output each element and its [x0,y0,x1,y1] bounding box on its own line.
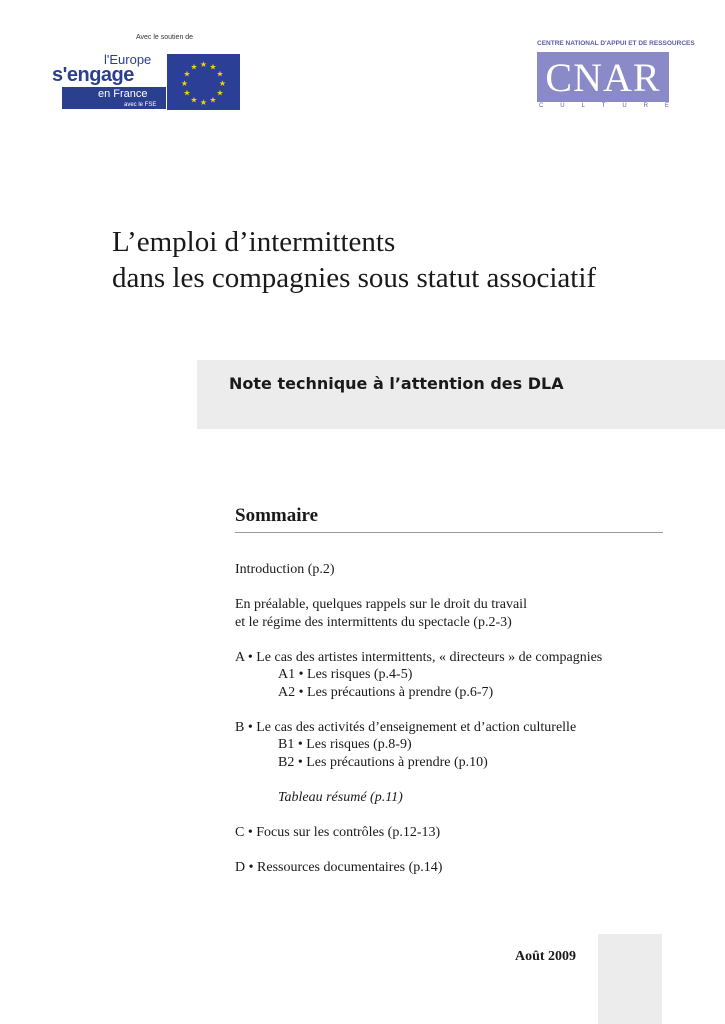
sommaire-divider [235,532,663,533]
eu-line-fse: avec le FSE [124,102,157,108]
cnar-full-name: CENTRE NATIONAL D'APPUI ET DE RESSOURCES [537,40,695,47]
eu-wordmark [50,52,166,110]
toc-entry-section-d: D • Ressources documentaires (p.14) [235,859,443,875]
cnar-letter: C [539,103,544,109]
eu-flag-icon [167,54,240,110]
note-subtitle: Note technique à l’attention des DLA [229,374,564,393]
title-line-2: dans les compagnies sous statut associatif [112,262,597,294]
toc-entry-b2: B2 • Les précautions à prendre (p.10) [278,754,488,770]
cnar-culture-logo [535,40,695,116]
svg-text:★: ★ [199,60,208,69]
cnar-letter: E [664,103,669,109]
eu-stars-icon [167,54,240,110]
decorative-gray-block [598,934,662,1024]
toc-entry-a2: A2 • Les précautions à prendre (p.6-7) [278,684,494,700]
note-banner [197,360,725,429]
cnar-letter: R [643,103,648,109]
title-line-1: L’emploi d’intermittents [112,226,396,258]
cnar-letter: T [601,103,606,109]
svg-text:★: ★ [209,62,217,72]
toc-spacer [235,771,602,789]
toc-entry-a1: A1 • Les risques (p.4-5) [278,667,413,682]
eu-line-france: en France [98,88,148,100]
svg-text:★: ★ [209,95,217,105]
toc-entry-b1: B1 • Les risques (p.8-9) [278,737,412,752]
svg-text:★: ★ [216,69,224,79]
toc-spacer [235,806,602,824]
sommaire-heading: Sommaire [235,505,319,526]
svg-text:★: ★ [218,79,227,88]
toc-spacer [235,631,602,649]
eu-support-text: Avec le soutien de [136,34,194,41]
eu-line-engage: s'engage [52,64,134,86]
toc-spacer [235,701,602,719]
svg-text:★: ★ [216,88,224,98]
cnar-culture-letters [539,103,669,109]
svg-text:★: ★ [199,98,208,107]
publication-date: Août 2009 [515,949,577,964]
table-of-contents [235,561,602,876]
europe-engage-logo [50,34,242,114]
toc-entry-intro: Introduction (p.2) [235,562,335,577]
cnar-wordmark-box [537,52,669,102]
cnar-letter: U [560,103,565,109]
cnar-letter: L [581,103,585,109]
toc-entry-section-b: B • Le cas des activités d’enseignement et d’action culturelle [235,719,577,735]
svg-text:★: ★ [183,88,191,98]
cnar-letter: U [622,103,627,109]
toc-entry-section-c: C • Focus sur les contrôles (p.12-13) [235,824,441,840]
toc-spacer [235,579,602,597]
toc-spacer [235,841,602,859]
svg-text:★: ★ [180,79,189,88]
svg-text:★: ★ [190,62,198,72]
toc-entry-section-a: A • Le cas des artistes intermittents, « directeurs » de compagnies [235,649,603,665]
toc-entry-prealable-cont: et le régime des intermittents du spectacle (p.2-3) [235,614,512,630]
cnar-wordmark: CNAR [545,55,661,100]
svg-text:★: ★ [183,69,191,79]
toc-entry-prealable: En préalable, quelques rappels sur le droit du travail [235,597,527,612]
svg-text:★: ★ [190,95,198,105]
document-title [112,224,596,296]
toc-entry-tableau: Tableau résumé (p.11) [278,789,403,805]
eu-line-europe: l'Europe [104,52,152,67]
